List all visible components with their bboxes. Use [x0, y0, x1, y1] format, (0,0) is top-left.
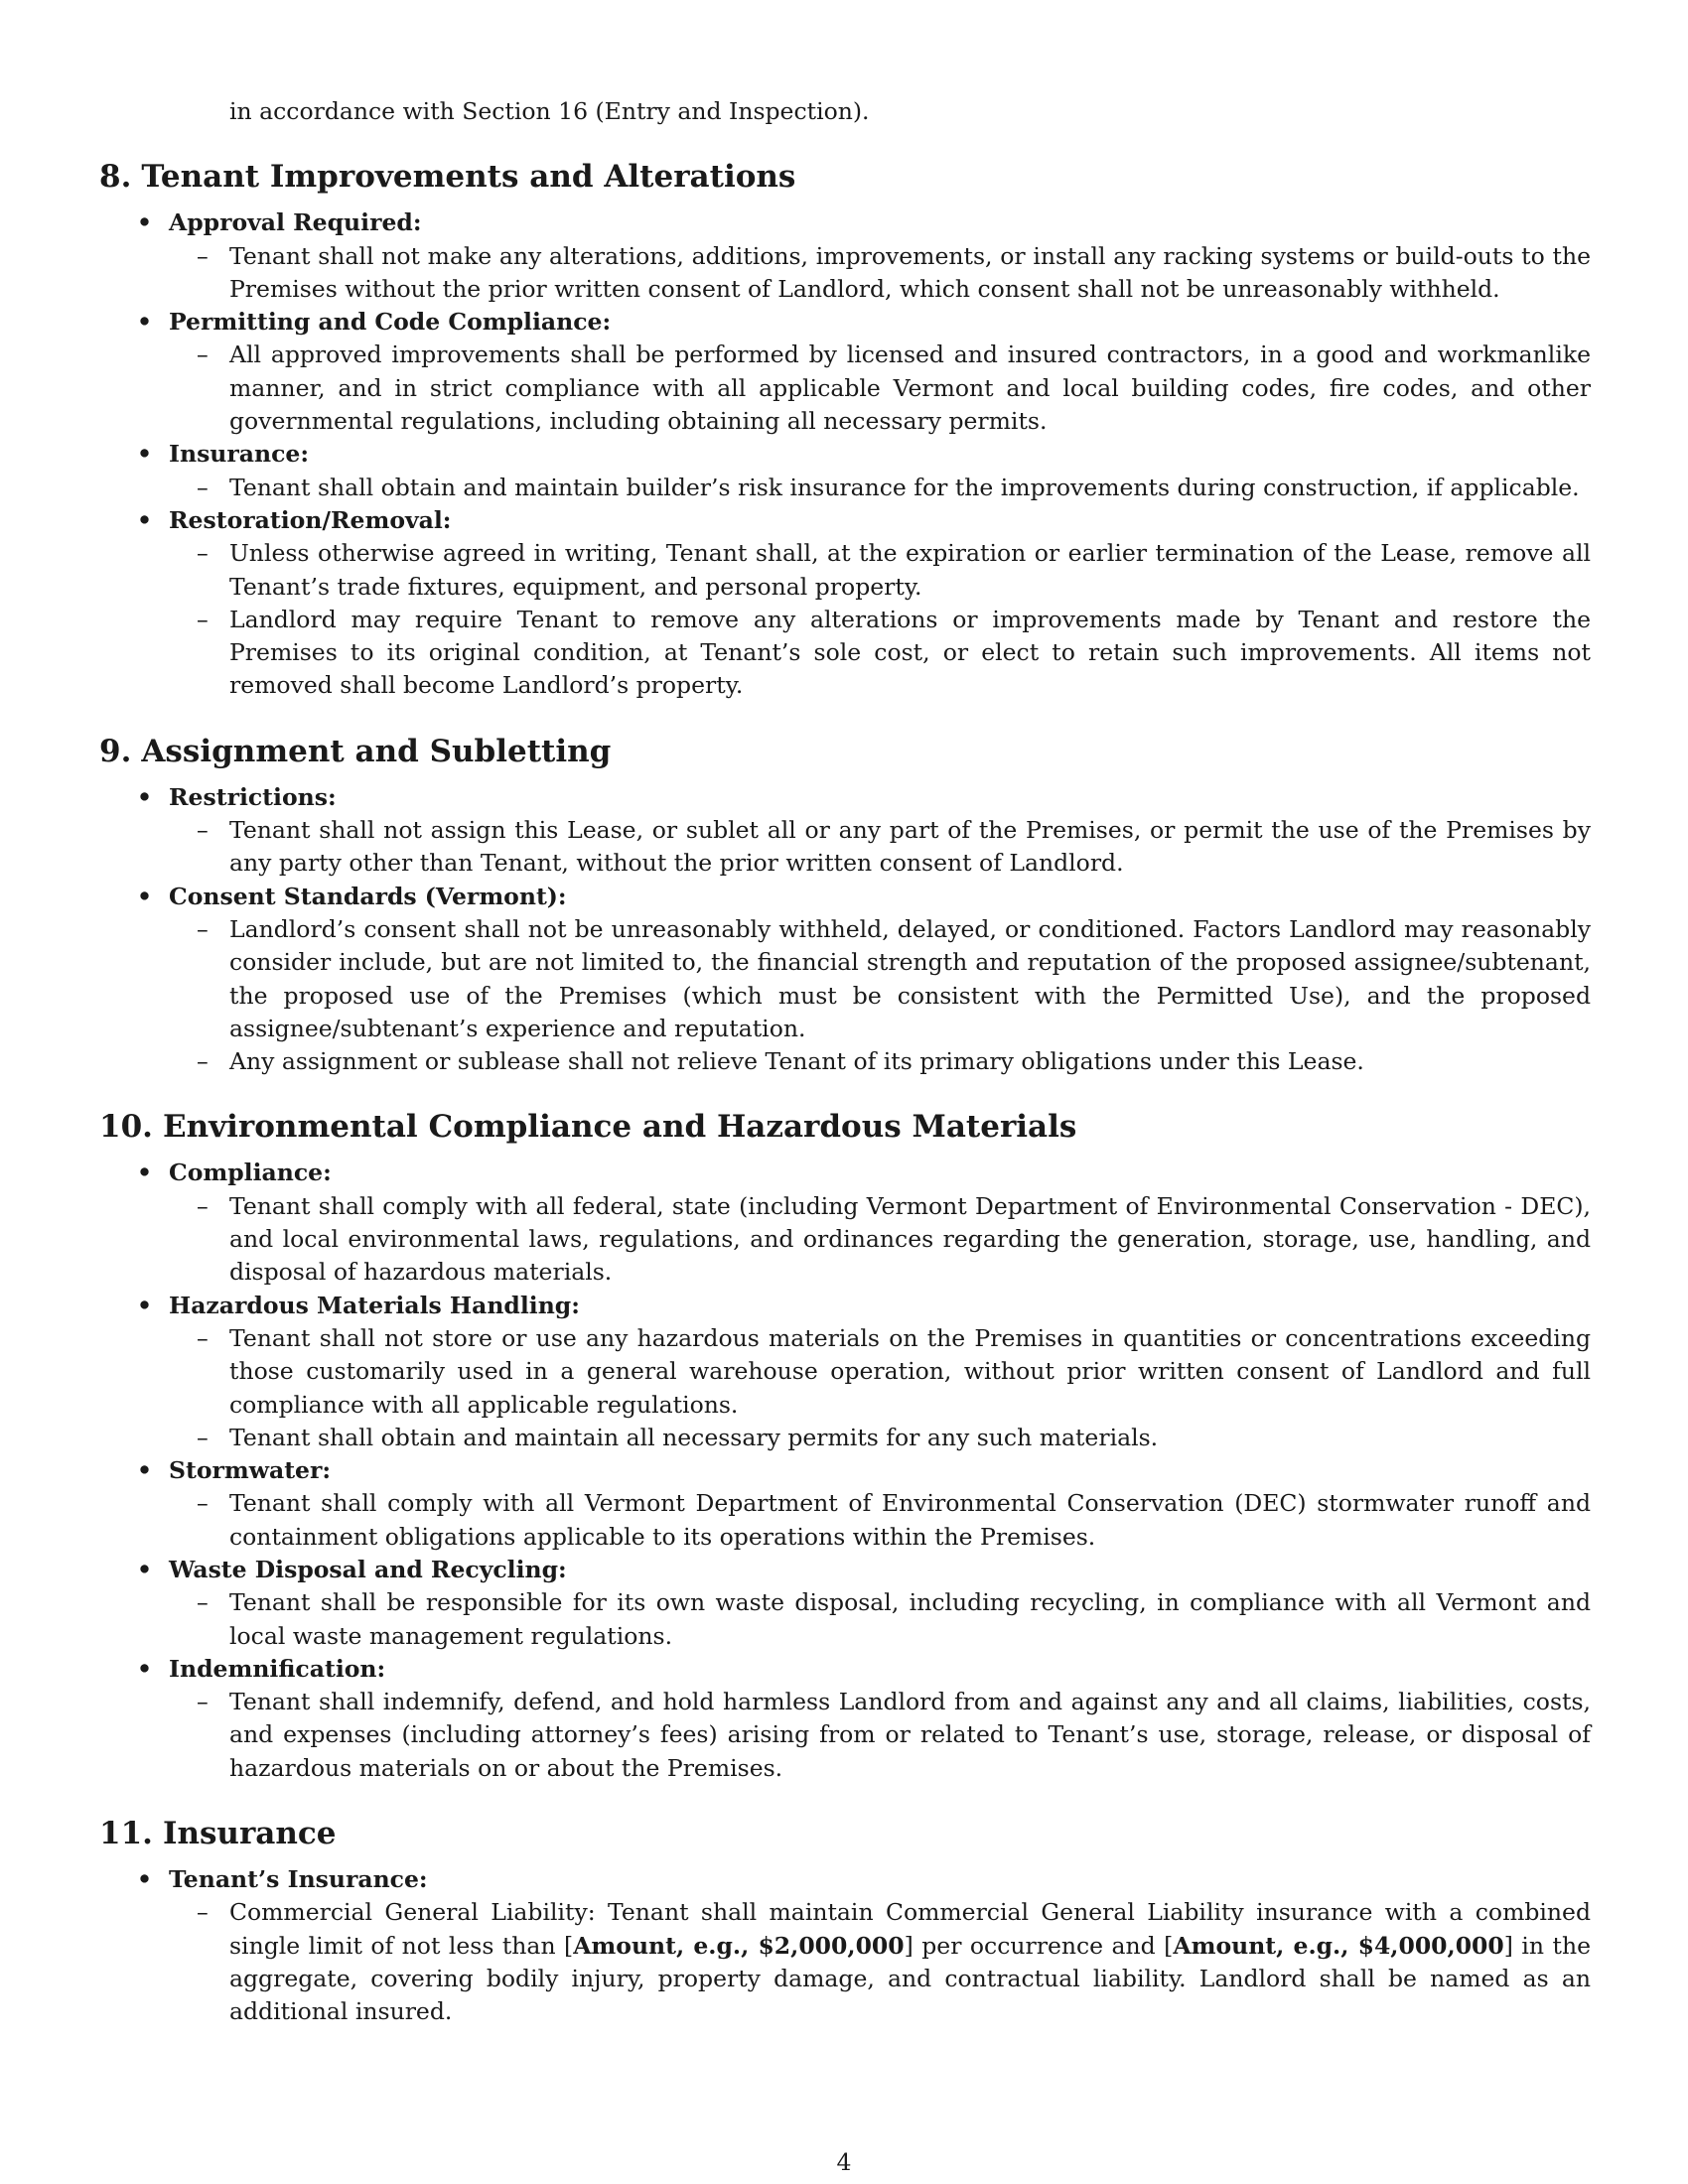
dash-icon: – — [197, 241, 209, 270]
section-number: 8. — [99, 159, 132, 196]
section-number: 11. — [99, 1816, 153, 1852]
dash-icon: – — [197, 605, 209, 633]
section-heading — [99, 1107, 1591, 1147]
dash-icon: – — [197, 1588, 209, 1617]
sub-item-text: Tenant shall not make any alterations, additions, improvements, or install any racking systems or build-outs to the Premises without the prior written consent of Landlord, which consent shall not be unreasonably withheld. — [229, 241, 1591, 303]
sub-item — [169, 1686, 1591, 1785]
list-item — [99, 781, 1591, 881]
dash-icon: – — [197, 914, 209, 943]
bullet-icon: • — [137, 440, 153, 469]
dash-icon: – — [197, 473, 209, 501]
bullet-icon: • — [137, 1291, 153, 1319]
section-number: 10. — [99, 1109, 153, 1146]
sub-item-text: Tenant shall comply with all federal, state (including Vermont Department of Environmental Conservation - DEC), and local environmental laws, regulations, and ordinances regarding the generation, storage, use, handling, and disposal of hazardous materials. — [229, 1191, 1591, 1287]
bullet-icon: • — [137, 1555, 153, 1583]
sub-item — [169, 240, 1591, 307]
sub-item-text: Landlord may require Tenant to remove any alterations or improvements made by Tenant and restore the Premises to its original condition, at Tenant’s sole cost, or elect to retain such improvements. All items not removed shall become Landlord’s property. — [229, 605, 1591, 700]
dash-icon: – — [197, 1489, 209, 1518]
dash-icon: – — [197, 1323, 209, 1352]
item-list — [99, 1863, 1591, 2028]
dash-icon: – — [197, 1423, 209, 1451]
section-8 — [99, 157, 1591, 702]
dash-icon: – — [197, 341, 209, 369]
sub-list — [169, 1586, 1591, 1653]
sub-item — [169, 814, 1591, 881]
section-heading — [99, 732, 1591, 771]
dash-icon: – — [197, 539, 209, 568]
sub-item-text: Landlord’s consent shall not be unreasonably withheld, delayed, or conditioned. Factors Landlord may reasonably consider include, but are not limited to, the financial strength and reputation of the proposed assignee/subtenant, the proposed use of the Premises (which must be consistent with the Permitted Use), and the proposed assignee/subtenant’s experience and reputation. — [229, 914, 1591, 1042]
bullet-icon: • — [137, 1865, 153, 1894]
sub-item — [169, 472, 1591, 504]
dash-icon: – — [197, 1047, 209, 1076]
section-title: Assignment and Subletting — [141, 733, 612, 769]
sub-item-text: Tenant shall indemnify, defend, and hold harmless Landlord from and against any and all claims, liabilities, costs, and expenses (including attorney’s fees) arising from or related to Tenant’s use, storage, release, or disposal of hazardous materials on or about the Premises. — [229, 1688, 1591, 1782]
continuation-text: in accordance with Section 16 (Entry and Inspection). — [229, 97, 870, 125]
sub-list — [169, 1322, 1591, 1454]
dash-icon: – — [197, 1898, 209, 1927]
item-label: Approval Required: — [169, 208, 422, 237]
section-heading — [99, 157, 1591, 197]
sub-item-text: All approved improvements shall be performed by licensed and insured contractors, in a good and workmanlike manner, and in strict compliance with all applicable Vermont and local building codes, fire codes, and other governmental regulations, including obtaining all necessary permits. — [229, 341, 1591, 436]
section-11 — [99, 1814, 1591, 2028]
sub-item — [169, 537, 1591, 604]
list-item — [99, 1863, 1591, 2028]
aggregate-amount-placeholder: Amount, e.g., $4,000,000 — [1173, 1931, 1504, 1960]
sub-item — [169, 339, 1591, 438]
list-item — [99, 1157, 1591, 1289]
bullet-icon: • — [137, 1654, 153, 1683]
sub-list — [169, 1190, 1591, 1290]
dash-icon: – — [197, 1191, 209, 1220]
sub-list — [169, 913, 1591, 1078]
sub-item — [169, 604, 1591, 703]
sub-item-text: Tenant shall not store or use any hazardous materials on the Premises in quantities or concentrations exceeding those customarily used in a general warehouse operation, without prior written consent of Landlord and full compliance with all applicable regulations. — [229, 1323, 1591, 1419]
dash-icon: – — [197, 816, 209, 845]
item-label: Restrictions: — [169, 782, 337, 811]
dash-icon: – — [197, 1688, 209, 1716]
sub-item-text: Tenant shall obtain and maintain all necessary permits for any such materials. — [229, 1423, 1159, 1451]
occurrence-amount-placeholder: Amount, e.g., $2,000,000 — [573, 1931, 905, 1960]
sub-item — [169, 1422, 1591, 1454]
sub-item-text: Tenant shall be responsible for its own waste disposal, including recycling, in compliance with all Vermont and local waste management regulations. — [229, 1588, 1591, 1650]
sub-item — [169, 1586, 1591, 1653]
list-item — [99, 438, 1591, 504]
bullet-icon: • — [137, 1159, 153, 1187]
sub-item-text — [229, 1898, 1591, 2025]
list-item — [99, 504, 1591, 703]
item-label: Restoration/Removal: — [169, 505, 452, 534]
list-item — [99, 881, 1591, 1079]
sub-list — [169, 814, 1591, 881]
item-label: Permitting and Code Compliance: — [169, 308, 612, 337]
sub-item — [169, 1322, 1591, 1422]
sub-list — [169, 472, 1591, 504]
list-item — [99, 1653, 1591, 1785]
bullet-icon: • — [137, 782, 153, 811]
cgl-text-start: Commercial General Liability: Tenant shall maintain Commercial General Liability insurance with a combined single limit of not less than [ — [229, 1898, 1591, 1960]
item-label: Compliance: — [169, 1159, 332, 1187]
cgl-text-middle: ] per occurrence and [ — [904, 1931, 1174, 1960]
sub-list — [169, 339, 1591, 438]
item-label: Indemnification: — [169, 1654, 386, 1683]
sub-item-text: Any assignment or sublease shall not relieve Tenant of its primary obligations under this Lease. — [229, 1047, 1364, 1076]
section-heading — [99, 1814, 1591, 1853]
sub-item — [169, 1190, 1591, 1290]
sub-list — [169, 1686, 1591, 1785]
bullet-icon: • — [137, 208, 153, 237]
sub-item — [169, 1045, 1591, 1078]
item-label: Waste Disposal and Recycling: — [169, 1555, 567, 1583]
section-title: Tenant Improvements and Alterations — [141, 159, 796, 196]
list-item — [99, 1554, 1591, 1653]
item-list — [99, 781, 1591, 1079]
sub-item — [169, 913, 1591, 1045]
sub-item — [169, 1487, 1591, 1554]
section-title: Insurance — [162, 1816, 337, 1852]
sub-list — [169, 1487, 1591, 1554]
section-10 — [99, 1107, 1591, 1785]
item-list — [99, 1157, 1591, 1785]
item-label: Hazardous Materials Handling: — [169, 1291, 580, 1319]
sub-item-text: Tenant shall not assign this Lease, or sublet all or any part of the Premises, or permit the use of the Premises by any party other than Tenant, without the prior written consent of Landlord. — [229, 816, 1591, 878]
list-item — [99, 306, 1591, 438]
document-body — [99, 95, 1591, 2029]
section-title: Environmental Compliance and Hazardous Materials — [162, 1109, 1077, 1146]
bullet-icon: • — [137, 505, 153, 534]
section-number: 9. — [99, 733, 132, 769]
section-9 — [99, 732, 1591, 1079]
list-item — [99, 1290, 1591, 1454]
sub-item-text: Unless otherwise agreed in writing, Tenant shall, at the expiration or earlier termination of the Lease, remove all Tenant’s trade fixtures, equipment, and personal property. — [229, 539, 1591, 601]
sub-list — [169, 1896, 1591, 2028]
bullet-icon: • — [137, 1456, 153, 1485]
list-item — [99, 1454, 1591, 1554]
item-label: Insurance: — [169, 440, 310, 469]
cgl-text-end: ] in the aggregate, covering bodily injury, property damage, and contractual liability. Landlord shall be named as an additional insured. — [229, 1931, 1591, 2026]
sub-list — [169, 537, 1591, 702]
sub-list — [169, 240, 1591, 307]
sub-item-text: Tenant shall comply with all Vermont Department of Environmental Conservation (DEC) stormwater runoff and containment obligations applicable to its operations within the Premises. — [229, 1489, 1591, 1551]
page-number: 4 — [836, 2148, 852, 2176]
item-label: Stormwater: — [169, 1456, 332, 1485]
item-label: Tenant’s Insurance: — [169, 1865, 428, 1894]
sub-item — [169, 1896, 1591, 2028]
item-label: Consent Standards (Vermont): — [169, 882, 567, 910]
bullet-icon: • — [137, 882, 153, 910]
list-item — [99, 206, 1591, 306]
sub-item-text: Tenant shall obtain and maintain builder’s risk insurance for the improvements during construction, if applicable. — [229, 473, 1580, 501]
bullet-icon: • — [137, 308, 153, 337]
item-list — [99, 206, 1591, 702]
